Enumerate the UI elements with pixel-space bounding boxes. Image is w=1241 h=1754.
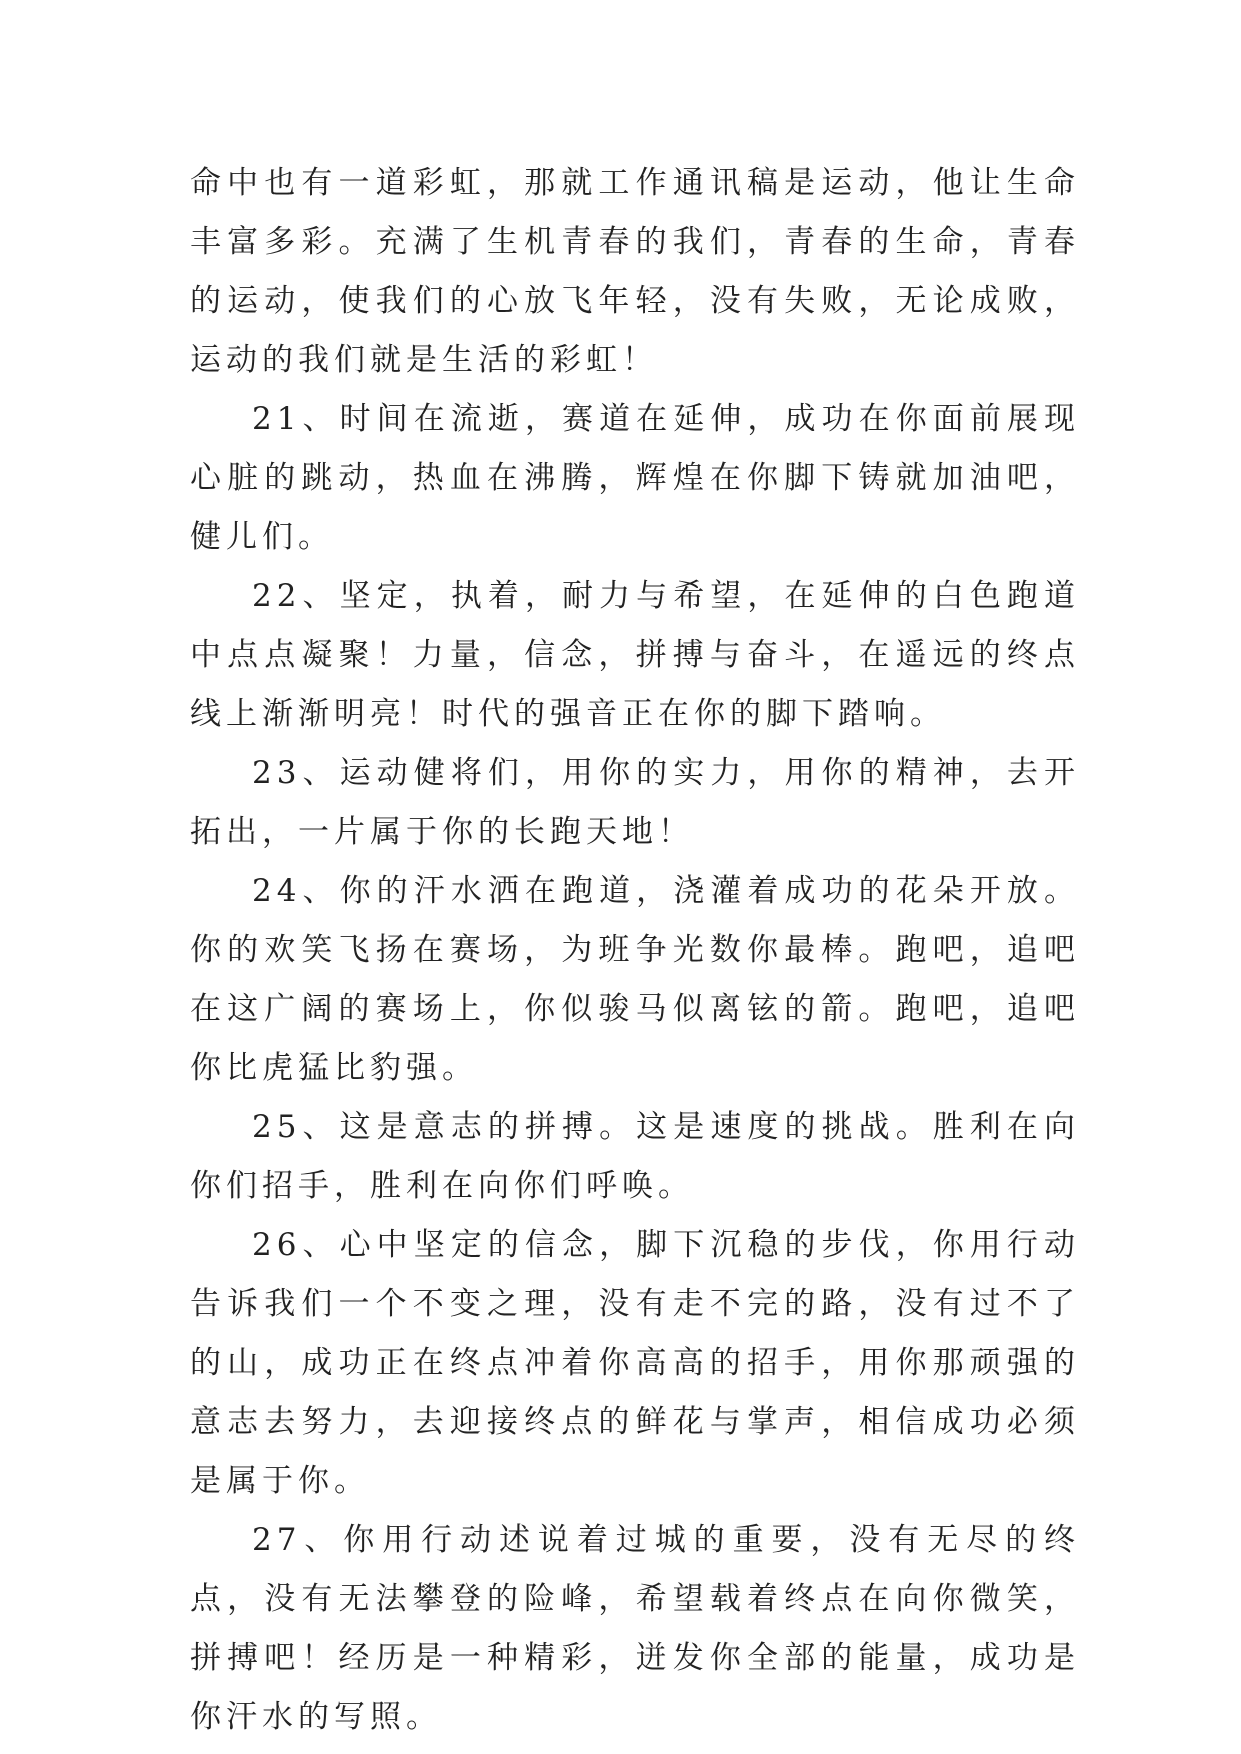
paragraph-continued: 命中也有一道彩虹，那就工作通讯稿是运动，他让生命丰富多彩。充满了生机青春的我们，青春的生命，青春的运动，使我们的心放飞年轻，没有失败，无论成败，运动的我们就是生活的彩虹！ (190, 165, 1080, 378)
paragraph-25: 25、这是意志的拼搏。这是速度的挑战。胜利在向你们招手，胜利在向你们呼唤。 (190, 1109, 1080, 1204)
paragraph-22: 22、坚定，执着，耐力与希望，在延伸的白色跑道中点点凝聚！力量，信念，拼搏与奋斗，在遥远的终点线上渐渐明亮！时代的强音正在你的脚下踏响。 (190, 578, 1080, 732)
paragraph-21: 21、时间在流逝，赛道在延伸，成功在你面前展现心脏的跳动，热血在沸腾，辉煌在你脚下铸就加油吧，健儿们。 (190, 401, 1080, 555)
paragraph-27: 27、你用行动述说着过城的重要，没有无尽的终点，没有无法攀登的险峰，希望载着终点在向你微笑，拼搏吧！经历是一种精彩，迸发你全部的能量，成功是你汗水的写照。 (190, 1522, 1080, 1735)
paragraph-26: 26、心中坚定的信念，脚下沉稳的步伐，你用行动告诉我们一个不变之理，没有走不完的路，没有过不了的山，成功正在终点冲着你高高的招手，用你那顽强的意志去努力，去迎接终点的鲜花与掌声，相信成功必须是属于你。 (190, 1227, 1080, 1499)
document-body (190, 154, 1080, 1747)
paragraph-23: 23、运动健将们，用你的实力，用你的精神，去开拓出，一片属于你的长跑天地！ (190, 755, 1080, 850)
paragraph-24: 24、你的汗水洒在跑道，浇灌着成功的花朵开放。你的欢笑飞扬在赛场，为班争光数你最棒。跑吧，追吧在这广阔的赛场上，你似骏马似离铉的箭。跑吧，追吧你比虎猛比豹强。 (190, 873, 1080, 1086)
